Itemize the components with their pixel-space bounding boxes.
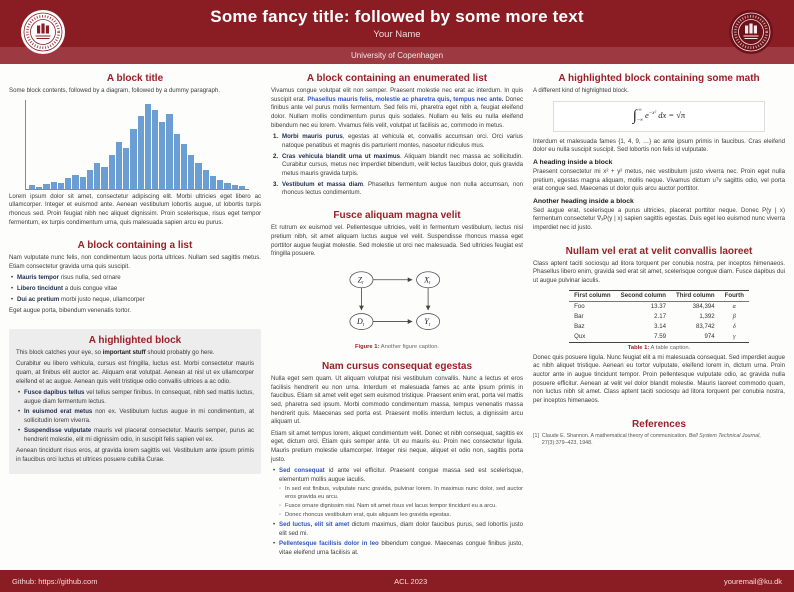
block-figure [271, 210, 523, 351]
histogram-bar [210, 176, 216, 189]
block-paragraph [271, 87, 523, 130]
figure-caption [271, 344, 523, 350]
histogram-bar [138, 116, 144, 188]
block-paragraph: Et rutrum ex euismod vel. Pellentesque ultricies, velit in fermentum vestibulum, lectus nisi pretium nibh, sit amet aliquam luctus augue vel velit. Suspendisse rhoncus massa eget porttitor augue feugiat molestie. Sed molestie ut orci nec malesuada. Sed ultricies feugiat est fringilla posuere. [271, 224, 523, 258]
footer-github-link[interactable]: Github: https://github.com [12, 576, 98, 586]
block-outro: Aenean tincidunt risus eros, at gravida lorem sagittis vel. Vestibulum ante ipsum primis in faucibus orci luctus et ultrices posuere cubilia Curae. [16, 447, 254, 464]
figure-caption-label: Figure 1: [354, 343, 380, 350]
histogram-bar [195, 163, 201, 189]
list-item [272, 467, 523, 519]
list-item-lead: Sed consequat [279, 467, 325, 475]
reference-number: [1] [533, 432, 539, 439]
sub-list-item: ◦ In sed est finibus, vulputate nunc gravida, pulvinar lorem. In maximus nunc dolor, sed auctor eros gravida eu arcu. [279, 486, 523, 502]
list-item [272, 181, 523, 198]
histogram-bar [145, 104, 151, 189]
histogram-bar [109, 155, 115, 189]
integral-limits [637, 108, 643, 123]
histogram-bar [239, 186, 245, 189]
histogram-bar [51, 182, 57, 189]
column-1 [9, 73, 261, 566]
differential: dx = [656, 109, 677, 120]
sub-list-item: ◦ Fusce ornare dignissim nisi. Nam sit amet risus vel lacus tempor tincidunt eu a arcu. [279, 503, 523, 511]
node-z-label: $Z_t$ [357, 275, 364, 287]
results-table-body [569, 301, 749, 342]
block-intro: Some block contents, followed by a diagram, followed by a dummy paragraph. [9, 87, 221, 94]
list-item-lead: Fusce dapibus tellus [24, 389, 85, 397]
block-title: References [632, 418, 686, 430]
highlighted-block [9, 329, 261, 474]
list-item [272, 133, 523, 150]
table-cell: Bar [574, 313, 584, 321]
table-cell: γ [720, 332, 749, 343]
histogram-bar [203, 170, 209, 189]
block-intro [16, 349, 254, 358]
table-cell: 3.14 [654, 323, 667, 331]
poster-affiliation: University of Copenhagen [0, 47, 794, 64]
list-item-lead: Vestibulum et massa diam [282, 180, 364, 188]
block-title: A block title [106, 73, 164, 84]
table-cell: 13.37 [650, 303, 667, 311]
upper-limit: ∞ [638, 108, 642, 114]
dag-diagram-svg [321, 262, 473, 342]
equation-result: √π [676, 109, 686, 120]
table-cell: Baz [574, 323, 585, 331]
para-highlight: Phasellus mauris felis, molestie ac pharetra quis, tempus nec ante. [307, 95, 504, 103]
list-item [10, 296, 261, 305]
block-title: A highlighted block containing some math [558, 73, 760, 84]
poster-author: Your Name [373, 29, 421, 40]
node-x-label: $X_t$ [424, 275, 431, 287]
dag-figure [271, 262, 523, 342]
list-item-text: mauris vel placerat consectetur. Mauris semper, purus ac hendrerit molestie, elit mi dignissim odio, in suscipit felis sapien vel ex. [24, 427, 255, 443]
histogram-bar [181, 144, 187, 188]
lower-limit: −∞ [636, 118, 643, 124]
block-a-block-title [9, 73, 261, 230]
list-item-lead: Sed luctus, elit sit amet [279, 521, 350, 529]
block-paragraph: Praesent consectetur mi x² + y² metus, nec vestibulum justo viverra nec. Proin eget nulla pretium, egestas magna aliquam, mollis neque. Vivamus dictum uᵀv sagittis odio, vel porta erat congue sed. Maecenas ut dolor quis arcu auctor porttitor. [533, 167, 785, 193]
list-item [17, 408, 254, 425]
list-item [272, 153, 523, 179]
block-paragraph: Class aptent taciti sociosqu ad litora torquent per conubia nostra, per inceptos himenaeos. Phasellus libero enim, gravida sed erat sit amet, scelerisque congue diam. Fusce dapibus dui ut augue pulvinar iaculis. [533, 259, 785, 285]
block-references [533, 419, 785, 448]
table-cell: Qux [569, 332, 616, 343]
column-3 [533, 73, 785, 566]
list-item [17, 427, 254, 444]
list-item [272, 540, 523, 557]
table-cell: Foo [574, 303, 585, 311]
enumerated-list [272, 133, 523, 198]
list-item-text: . Phasellus fermentum augue non nulla accumsan, non rhoncus lectus condimentum. [282, 180, 523, 197]
para-post: Donec finibus ante vel purus mollis fermentum. Sed felis mi, pharetra eget nibh a, feugiat eleifend dolor. Nullam mollis condimentum purus quis sodales. Nullam eu felis eu nulla eleifend bibendum nec eu lorem. Vivamus felis velit, volutpat ut facilisis ac, commodo in metus. [271, 95, 524, 129]
block-title: Fusce aliquam magna velit [333, 210, 461, 222]
poster-title: Some fancy title: followed by some more text [210, 7, 584, 26]
exponent: −x² [648, 109, 657, 116]
histogram-bar [101, 167, 107, 189]
list-item-text: morbi justo neque, ullamcorper [59, 295, 145, 303]
table-caption [628, 345, 690, 351]
block-paragraph: Nulla eget sem quam. Ut aliquam volutpat nisi vestibulum convallis. Nunc a lectus et eros facilisis hendrerit eu non urna. Interdum et malesuada fames ac ante ipsum primis in faucibus. Etiam sit amet velit eget sem euismod tristique. Praesent enim erat, porta vel mattis sed, pharetra sed ipsum. Morbi commodo condimentum massa, tempus venenatis massa hendrerit quis. Maecenas sed porta est. Praesent mollis interdum lectus, a dignissim arcu aliquam ut. [271, 374, 523, 426]
block-nested-list [271, 361, 523, 561]
table-header-cell: Fourth [720, 290, 749, 301]
reference-journal: Bell System Technical Journal [688, 432, 760, 439]
list-item-text: vel tellus semper finibus. In consequat, nibh sed mattis luctus, augue diam fermentum lectus. [24, 389, 254, 405]
display-equation [553, 101, 765, 132]
block-paragraph: Curabitur eu libero vehicula, cursus est fringilla, luctus est. Morbi consectetur mauris quam, at finibus elit auctor ac. Aliquam erat volutpat. Aenean at nisl ut ex ullamcorper eleifend et ac augue. Aenean quis velit tristique odio convallis ultrices a ac odio. [16, 360, 254, 385]
list-item [10, 285, 261, 294]
block-enumerated-list [271, 73, 523, 200]
sub-bullet-list [279, 486, 523, 519]
block-subheading: A heading inside a block [533, 158, 613, 166]
bullet-list [17, 389, 254, 444]
seal-right-svg [728, 9, 774, 55]
list-item-text: , egestas at vehicula et, convallis accumsan orci. Orci varius natoque penatibus et magnis dis parturient montes, nascetur ridiculus mus. [282, 133, 523, 149]
histogram-bar [217, 180, 223, 189]
list-item-text: bibendum congue. Maecenas congue finibus justo, vitae eleifend urna facilisis at. [279, 540, 523, 556]
histogram-bar [36, 187, 42, 189]
histogram-bar [232, 185, 238, 188]
histogram-figure [25, 100, 249, 190]
table-caption-text: A table caption. [649, 344, 691, 351]
block-outro: Eget augue porta, bibendum venenatis tortor. [9, 307, 131, 315]
table-header-cell: Third column [671, 290, 720, 301]
reference-title: A mathematical theory of communication. [590, 432, 689, 439]
histogram-bar [94, 163, 100, 189]
sub-list-item: ◦ Donec rhoncus vestibulum erat, quis aliquam leo gravida egestas. [279, 512, 523, 520]
intro-pre: This block catches your eye, so [16, 348, 103, 356]
table-cell: 1,392 [699, 313, 715, 321]
list-item-lead: Libero tincidunt [17, 285, 64, 293]
list-item-lead: Mauris tempor [17, 274, 59, 282]
intro-bold: important stuff [102, 348, 146, 356]
intro-post: should probably go here. [145, 348, 215, 356]
histogram-bar [174, 134, 180, 188]
list-item-lead: In euismod erat metus [24, 408, 93, 416]
block-paragraph: Sed augue erat, scelerisque a purus ultricies, placerat porttitor neque. Donec P(y | x) fermentum consectetur ∇ₓP(y | x) sapien sagittis egestas. Duis eget leo euismod nunc viverra imperdiet nec id justo. [533, 206, 785, 232]
reference-authors: Claude E. Shannon. [541, 432, 591, 439]
block-title: A block containing an enumerated list [306, 73, 488, 84]
block-subheading: Another heading inside a block [533, 197, 634, 205]
histogram-bar [188, 155, 194, 189]
histogram-bar [152, 110, 158, 188]
table-caption-label: Table 1: [627, 344, 650, 351]
table-cell: 384,394 [692, 303, 715, 311]
table-row [569, 301, 749, 312]
header-main [0, 0, 794, 47]
histogram-bar [80, 177, 86, 189]
table-cell: α [732, 303, 736, 310]
list-item [17, 389, 254, 406]
results-table-wrap [533, 290, 785, 352]
footer-email-link[interactable]: youremail@ku.dk [723, 576, 782, 586]
histogram-bar [116, 142, 122, 189]
poster-header [0, 0, 794, 64]
table-header-row [569, 290, 749, 301]
list-item-text: id ante vel efficitur. Praesent congue massa sed est scelerisque, elementum mollis augue iaculis. [279, 467, 524, 483]
list-item [10, 274, 261, 283]
figure-caption-text: Another figure caption. [379, 343, 440, 350]
university-seal-right-icon [728, 9, 774, 55]
histogram-bar [130, 129, 136, 189]
table-cell: 974 [671, 332, 720, 343]
histogram-bar [58, 183, 64, 189]
table-cell: 2.17 [654, 313, 667, 321]
block-intro: A different kind of highlighted block. [533, 87, 629, 94]
bullet-list [10, 274, 261, 304]
column-2 [271, 73, 523, 566]
reference-text [542, 433, 785, 448]
table-cell: β [732, 313, 736, 320]
table-cell: δ [732, 323, 736, 330]
list-item-text: a duis congue vitae [63, 285, 118, 293]
integrand: e [644, 109, 649, 120]
table-header-cell: First column [569, 290, 616, 301]
histogram-bar [166, 114, 172, 189]
list-item-lead: Cras vehicula blandit urna ut maximus [282, 152, 400, 160]
reference-entry [533, 433, 785, 448]
table-row [569, 332, 749, 343]
histogram-bar [65, 178, 71, 188]
list-item-lead: Pellentesque facilisis dolor in leo [279, 540, 379, 548]
list-item-text: non ex. Vestibulum luctus augue in mi condimentum, at sollicitudin lorem viverra. [24, 408, 254, 424]
block-containing-a-list [9, 240, 261, 319]
reference-details: , 27(3):379–423, 1948. [541, 432, 761, 447]
list-item-text: dictum maximus, diam dolor faucibus purus, sed lobortis justo elit sed mi. [279, 521, 523, 537]
list-item-text: . Aliquam blandit nec massa ac sollicitudin. Curabitur cursus, metus nec imperdiet bibendum, velit lectus faucibus dolor, quis gravida metus mauris gravida turpis. [282, 152, 523, 177]
histogram-bar [29, 185, 35, 188]
block-math [533, 73, 785, 236]
table-cell: 83,742 [695, 323, 715, 331]
results-table-head [569, 290, 749, 301]
histogram-bar [123, 148, 129, 189]
list-item-lead: Morbi mauris purus [282, 133, 343, 141]
seal-left-svg [20, 9, 66, 55]
block-paragraph: Interdum et malesuada fames {1, 4, 9, …} ac ante ipsum primis in faucibus. Cras eleifend dolor eu nulla suscipit suscipit. Sed lobortis non felis id vulputate. [533, 137, 785, 154]
histogram-bar [43, 184, 49, 188]
block-paragraph: Lorem ipsum dolor sit amet, consectetur adipiscing elit. Morbi ultricies eget libero ac ullamcorper. Integer et euismod ante. Aenean vestibulum lobortis augue, ut lobortis turpis rhoncus sed. Proin feugiat nibh nec aliquet dignissim. Proin scelerisque, risus eget tempor fermentum, ex turpis condimentum urna, quis malesuada sapien arcu eu purus. [9, 192, 261, 226]
list-item-text: risus nulla, sed ornare [59, 274, 121, 282]
block-title: Nam cursus consequat egestas [321, 360, 473, 372]
poster-body [0, 64, 794, 570]
table-row [569, 322, 749, 332]
histogram-bar [159, 122, 165, 188]
university-seal-left-icon [20, 9, 66, 55]
node-d-label: $D_t$ [356, 317, 365, 328]
footer-conference-label: ACL 2023 [394, 576, 428, 586]
results-table [569, 290, 749, 343]
histogram-bar [72, 175, 78, 189]
table-header-cell: Second column [616, 290, 671, 301]
bullet-list [272, 467, 523, 557]
table-cell: 7.59 [616, 332, 671, 343]
block-table [533, 246, 785, 409]
block-intro: Nam vulputate nunc felis, non condimentum lacus porta ultrices. Nullam sed sagittis metus. Etiam consectetur gravida urna quis suscipit. [9, 254, 261, 270]
block-title: Nullam vel erat at velit convallis laoreet [565, 245, 753, 257]
block-title: A highlighted block [88, 334, 182, 346]
block-paragraph: Etiam sit amet tempus lorem, aliquet condimentum velit. Donec et nibh consequat, sagittis ex eget, dictum orci. Etiam quis semper ante. Ut eu mauris eu. Proin nec consectetur ligula. Mauris pretium molestie ullamcorper. Integer nisi neque, aliquet et odio non, sagittis porta justo. [271, 429, 523, 463]
block-title: A block containing a list [77, 240, 193, 252]
integral-symbol: ∫ [632, 107, 637, 124]
block-paragraph: Donec quis posuere ligula. Nunc feugiat elit a mi malesuada consequat. Sed imperdiet augue ac nibh aliquet tristique. Aenean eu tortor vulputate, eleifend lorem in, dictum urna. Proin auctor ante in augue tincidunt tempor. Proin pellentesque vulputate odio, ac gravida nulla posuere efficitur. Aenean at velit vel dolor blandit molestie. Mauris laoreet commodo quam, non luctus nibh sit amet. Class aptent taciti sociosqu ad litora torquent per conubia nostra, per inceptos himenaeos. [533, 353, 785, 404]
para-pre: Vivamus congue volutpat elit non semper. Praesent molestie nec erat ac interdum. In quis suscipit erat. [271, 87, 523, 103]
poster-footer [0, 570, 794, 592]
list-item-lead: Suspendisse vulputate [24, 427, 92, 435]
list-item [272, 521, 523, 538]
histogram-bar [87, 170, 93, 189]
list-item-lead: Dui ac pretium [17, 295, 60, 303]
histogram-bar [224, 183, 230, 189]
node-y-label: $Y_t$ [424, 317, 431, 328]
table-row [569, 312, 749, 322]
